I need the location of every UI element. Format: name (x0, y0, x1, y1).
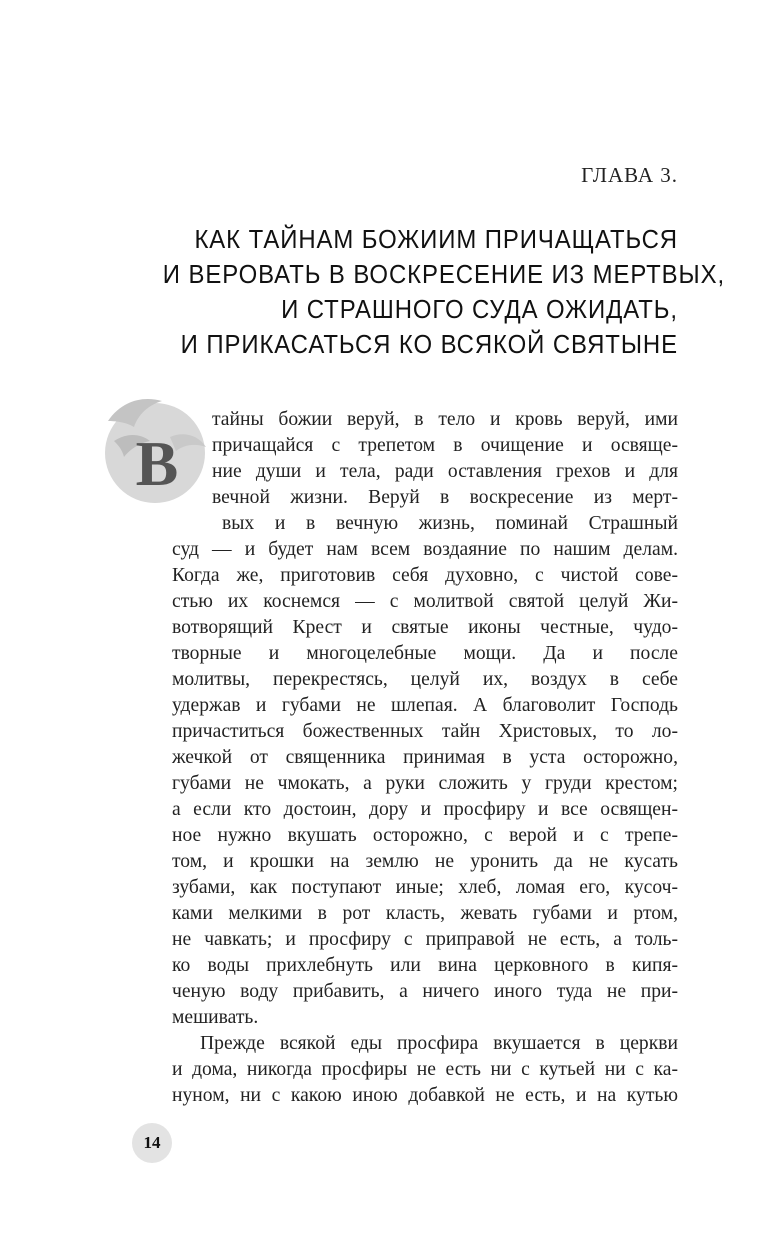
text-line: ками мелкими в рот класть, жевать губами и ртом, (172, 903, 678, 924)
text-line: стью их коснемся — с молитвой святой целуй Жи- (172, 591, 678, 612)
text-line: мешивать. (172, 1007, 259, 1028)
chapter-title (162, 222, 726, 362)
text-line: причаститься божественных тайн Христовых, то ло- (172, 721, 678, 742)
text-line: ние души и тела, ради оставления грехов и для (212, 461, 678, 482)
text-line: молитвы, перекрестясь, целуй их, воздух в себе (172, 669, 678, 690)
text-line: Прежде всякой еды просфира вкушается в церкви (200, 1033, 678, 1054)
text-line: суд — и будет нам всем воздаяние по нашим делам. (172, 539, 678, 560)
text-line: губами не чмокать, а руки сложить у груди крестом; (172, 773, 678, 794)
text-line: зубами, как поступают иные; хлеб, ломая его, кусоч- (172, 877, 678, 898)
text-line: творные и многоцелебные мощи. Да и после (172, 643, 678, 664)
text-line: вых и в вечную жизнь, поминай Страшный (222, 513, 678, 534)
text-line: причащайся с трепетом в очищение и освяще- (212, 435, 678, 456)
text-line: том, и крошки на землю не уронить да не кусать (172, 851, 678, 872)
dropcap-letter: В (135, 428, 179, 499)
text-line: жечкой от священника принимая в уста осторожно, (172, 747, 678, 768)
text-line: а если кто достоин, дору и просфиру и все освящен- (172, 799, 678, 820)
chapter-title-line: И СТРАШНОГО СУДА ОЖИДАТЬ, (281, 294, 678, 324)
text-line: ное нужно вкушать осторожно, с верой и с трепе- (172, 825, 678, 846)
chapter-title-line: КАК ТАЙНАМ БОЖИИМ ПРИЧАЩАТЬСЯ (194, 224, 678, 254)
text-line: Когда же, приготовив себя духовно, с чистой сове- (172, 565, 678, 586)
text-line: удержав и губами не шлепая. А благоволит Господь (172, 695, 678, 716)
text-line: вечной жизни. Веруй в воскресение из мерт- (212, 487, 678, 508)
text-line: ко воды прихлебнуть или вина церковного в кипя- (172, 955, 678, 976)
chapter-title-line: И ВЕРОВАТЬ В ВОСКРЕСЕНИЕ ИЗ МЕРТВЫХ, (162, 259, 726, 289)
text-line: вотворящий Крест и святые иконы честные, чудо- (172, 617, 678, 638)
text-line: ченую воду прибавить, а ничего иного туда не при- (172, 981, 678, 1002)
text-line: и дома, никогда просфиры не есть ни с кутьей ни с ка- (172, 1059, 678, 1080)
page-number: 14 (143, 1133, 161, 1152)
chapter-title-line: И ПРИКАСАТЬСЯ КО ВСЯКОЙ СВЯТЫНЕ (180, 329, 678, 359)
text-line: нуном, ни с какою иною добавкой не есть, и на кутью (172, 1085, 678, 1106)
body-text (172, 407, 678, 1109)
chapter-label: ГЛАВА 3. (581, 163, 678, 187)
text-line: не чавкать; и просфиру с приправой не есть, а толь- (172, 929, 678, 950)
text-line: тайны божии веруй, в тело и кровь веруй, ими (212, 409, 678, 430)
